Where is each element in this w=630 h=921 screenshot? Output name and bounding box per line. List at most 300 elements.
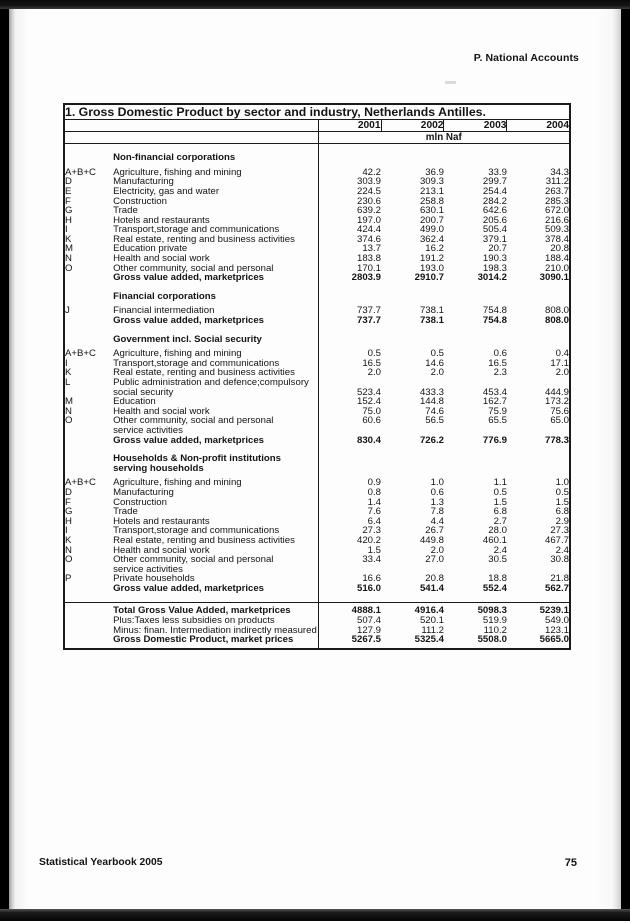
- spacer-value: [507, 144, 570, 154]
- row-value-2004: 34.3: [507, 168, 570, 178]
- row-description: Agriculture, fishing and mining: [113, 349, 318, 359]
- row-description: Education: [113, 397, 318, 407]
- row-code: [64, 626, 113, 636]
- section-total-row: [64, 316, 570, 326]
- row-description: Other community, social and personal: [113, 555, 318, 565]
- row-description: Health and social work: [113, 546, 318, 556]
- row-value-2002: 74.6: [425, 405, 444, 417]
- row-value-2003: 0.5: [493, 486, 507, 498]
- row-value-2003: 75.9: [488, 405, 507, 417]
- row-code: [64, 316, 113, 326]
- row-value-2003: 379.1: [482, 233, 507, 245]
- row-description: Households & Non-profit institutions: [113, 454, 318, 464]
- row-value-2003: 505.4: [482, 224, 507, 236]
- row-value-2001: 152.4: [356, 396, 381, 408]
- row-value-2001: 16.5: [362, 357, 381, 369]
- row-code: [64, 153, 113, 163]
- row-value-2004: [507, 335, 570, 345]
- spacer-code: [64, 593, 113, 603]
- row-value-2001: 830.4: [356, 434, 381, 446]
- row-value-2004: 2.9: [507, 517, 570, 527]
- spacer-value: [318, 326, 381, 335]
- row-code: A+B+C: [64, 349, 113, 359]
- row-value-2004: [507, 454, 570, 464]
- row-value-2004: 509.3: [507, 225, 570, 235]
- row-code: K: [64, 536, 113, 546]
- row-value-2004: 808.0: [507, 316, 570, 326]
- spacer-value: [381, 593, 444, 603]
- gdp-table-container: [63, 103, 571, 650]
- row-code: [64, 603, 113, 616]
- row-code: N: [64, 546, 113, 556]
- table-title: 1. Gross Domestic Product by sector and industry, Netherlands Antilles.: [64, 104, 570, 120]
- row-value-2002: 36.9: [425, 166, 444, 178]
- page-content: [9, 9, 621, 909]
- row-value-2004: [507, 153, 570, 163]
- row-value-2004: 188.4: [507, 254, 570, 264]
- row-value-2004: 65.0: [507, 416, 570, 426]
- row-value-2003: 65.5: [488, 415, 507, 427]
- row-value-2002: 362.4: [419, 233, 444, 245]
- row-value-2003: 642.6: [482, 205, 507, 217]
- row-value-2002: [381, 153, 444, 163]
- row-value-2001: [318, 454, 381, 464]
- row-value-2001: 16.6: [362, 573, 381, 585]
- row-description: Gross value added, marketprices: [113, 273, 318, 283]
- row-value-2003: 5508.0: [444, 635, 507, 649]
- spacer-value: [318, 445, 381, 454]
- row-value-2002: 56.5: [425, 415, 444, 427]
- row-value-2001: 1.5: [367, 544, 381, 556]
- row-value-2003: 30.5: [488, 554, 507, 566]
- data-row: [64, 368, 570, 378]
- row-value-2001: 2803.9: [351, 272, 381, 284]
- row-value-2001: [318, 335, 381, 345]
- row-value-2002: 20.8: [425, 573, 444, 585]
- row-description: Trade: [113, 507, 318, 517]
- row-value-2002: 738.1: [419, 305, 444, 317]
- row-value-2003: [444, 454, 507, 464]
- row-value-2001: [318, 153, 381, 163]
- row-value-2002: 520.1: [419, 615, 444, 627]
- row-code: [64, 635, 113, 649]
- section-gap: [64, 326, 570, 335]
- row-description: Transport,storage and communications: [113, 526, 318, 536]
- row-value-2003: 5098.3: [444, 603, 507, 616]
- row-description: Real estate, renting and business activities: [113, 235, 318, 245]
- row-value-2003: 254.4: [482, 185, 507, 197]
- row-value-2001: [318, 464, 381, 474]
- year-header-2002: 2002: [381, 120, 444, 132]
- spacer-value: [381, 144, 444, 154]
- row-value-2001: 4888.1: [318, 603, 381, 616]
- row-value-2004: 5239.1: [507, 603, 570, 616]
- row-value-2002: 2.0: [430, 544, 444, 556]
- gdp-table: [63, 103, 571, 650]
- row-value-2003: 2.7: [493, 515, 507, 527]
- row-code: K: [64, 368, 113, 378]
- row-value-2004: 2.0: [507, 368, 570, 378]
- spacer-code: [64, 283, 113, 292]
- row-value-2003: 20.7: [488, 243, 507, 255]
- row-description: social security: [113, 388, 318, 398]
- spacer-value: [507, 326, 570, 335]
- row-description: Gross value added, marketprices: [113, 316, 318, 326]
- row-value-2003: 519.9: [482, 615, 507, 627]
- row-value-2004: 444.9: [507, 388, 570, 398]
- spacer-value: [507, 283, 570, 292]
- running-head: P. National Accounts: [473, 52, 579, 64]
- row-value-2003: 284.2: [482, 195, 507, 207]
- section-total-row: [64, 436, 570, 446]
- row-value-2003: 28.0: [488, 525, 507, 537]
- row-value-2003: 299.7: [482, 176, 507, 188]
- spacer-value: [381, 445, 444, 454]
- row-description: Manufacturing: [113, 177, 318, 187]
- row-description: Agriculture, fishing and mining: [113, 168, 318, 178]
- spacer-value: [444, 283, 507, 292]
- row-value-2002: 738.1: [419, 315, 444, 327]
- row-description: Health and social work: [113, 254, 318, 264]
- row-value-2002: 309.3: [419, 176, 444, 188]
- row-value-2004: [507, 464, 570, 474]
- row-value-2002: 4.4: [430, 515, 444, 527]
- row-value-2001: [318, 292, 381, 302]
- row-value-2004: 123.1: [507, 626, 570, 636]
- row-value-2001: 420.2: [356, 534, 381, 546]
- section-heading-row: [64, 335, 570, 345]
- row-description: Health and social work: [113, 407, 318, 417]
- row-code: [64, 464, 113, 474]
- row-value-2002: 2910.7: [414, 272, 444, 284]
- row-value-2004: 562.7: [507, 584, 570, 594]
- row-code: D: [64, 488, 113, 498]
- row-description: Trade: [113, 206, 318, 216]
- row-description: Public administration and defence;compulsory: [113, 378, 318, 388]
- row-value-2002: 27.0: [425, 554, 444, 566]
- row-code: O: [64, 264, 113, 274]
- row-value-2002: 1.3: [430, 496, 444, 508]
- row-code: [64, 335, 113, 345]
- row-description: Real estate, renting and business activities: [113, 536, 318, 546]
- row-value-2001: 303.9: [356, 176, 381, 188]
- row-value-2001: 2.0: [367, 367, 381, 379]
- row-value-2003: 190.3: [482, 253, 507, 265]
- row-code: [64, 273, 113, 283]
- row-value-2004: 5665.0: [507, 635, 570, 649]
- row-value-2001: 523.4: [356, 386, 381, 398]
- row-code: P: [64, 574, 113, 584]
- row-code: J: [64, 306, 113, 316]
- row-description: Total Gross Value Added, marketprices: [113, 603, 318, 616]
- spacer-code: [64, 445, 113, 454]
- spacer-value: [507, 445, 570, 454]
- section-heading-row: [64, 292, 570, 302]
- row-value-2003: 2.3: [493, 367, 507, 379]
- spacer-desc: [113, 593, 318, 603]
- scan-top-edge: [0, 0, 630, 9]
- scan-bottom-edge: [0, 909, 630, 921]
- spacer-value: [318, 144, 381, 154]
- row-value-2004: 21.8: [507, 574, 570, 584]
- row-description: Gross value added, marketprices: [113, 436, 318, 446]
- row-description: Gross value added, marketprices: [113, 584, 318, 594]
- spacer-desc: [113, 326, 318, 335]
- section-heading-row: [64, 454, 570, 464]
- row-code: [64, 454, 113, 464]
- row-value-2001: 75.0: [362, 405, 381, 417]
- row-description: Construction: [113, 197, 318, 207]
- row-code: [64, 292, 113, 302]
- row-value-2001: 639.2: [356, 205, 381, 217]
- row-value-2001: 127.9: [356, 624, 381, 636]
- row-value-2001: 424.4: [356, 224, 381, 236]
- spacer-value: [381, 283, 444, 292]
- row-description: Electricity, gas and water: [113, 187, 318, 197]
- row-description: Financial corporations: [113, 292, 318, 302]
- row-value-2004: 672.0: [507, 206, 570, 216]
- row-description: service activities: [113, 426, 318, 436]
- row-value-2001: 33.4: [362, 554, 381, 566]
- footer-publication: Statistical Yearbook 2005: [39, 857, 163, 868]
- row-value-2004: 3090.1: [507, 273, 570, 283]
- row-value-2004: [507, 292, 570, 302]
- row-value-2003: [444, 292, 507, 302]
- row-description: Government incl. Social security: [113, 335, 318, 345]
- section-total-row: [64, 273, 570, 283]
- spacer-value: [444, 593, 507, 603]
- row-value-2003: [444, 153, 507, 163]
- section-heading-row-line2: [64, 464, 570, 474]
- summary-row: [64, 635, 570, 649]
- row-description: Other community, social and personal: [113, 264, 318, 274]
- spacer-desc: [113, 144, 318, 154]
- row-code: [64, 616, 113, 626]
- row-value-2002: 26.7: [425, 525, 444, 537]
- row-code: I: [64, 526, 113, 536]
- unit-blank-cell: [64, 132, 318, 144]
- row-value-2001: 516.0: [356, 582, 381, 594]
- summary-gap: [64, 593, 570, 603]
- row-code: [64, 584, 113, 594]
- row-value-2002: 1.0: [430, 477, 444, 489]
- row-value-2003: 0.6: [493, 348, 507, 360]
- row-value-2002: 449.8: [419, 534, 444, 546]
- row-value-2002: [381, 292, 444, 302]
- row-value-2001: 13.7: [362, 243, 381, 255]
- row-value-2003: [444, 335, 507, 345]
- row-value-2004: 1.5: [507, 498, 570, 508]
- row-code: N: [64, 407, 113, 417]
- row-value-2001: 0.5: [367, 348, 381, 360]
- row-code: N: [64, 254, 113, 264]
- year-header-row: [64, 120, 570, 132]
- row-value-2003: 552.4: [482, 582, 507, 594]
- row-value-2003: 33.9: [488, 166, 507, 178]
- table-body: [64, 144, 570, 649]
- row-value-2002: [381, 464, 444, 474]
- row-value-2003: 776.9: [482, 434, 507, 446]
- row-value-2003: 2.4: [493, 544, 507, 556]
- row-value-2004: 808.0: [507, 306, 570, 316]
- row-value-2002: 499.0: [419, 224, 444, 236]
- row-value-2004: 2.4: [507, 546, 570, 556]
- row-code: F: [64, 197, 113, 207]
- row-code: E: [64, 187, 113, 197]
- row-code: D: [64, 177, 113, 187]
- row-description: Transport,storage and communications: [113, 359, 318, 369]
- row-value-2001: 230.6: [356, 195, 381, 207]
- year-header-2003: 2003: [444, 120, 507, 132]
- row-code: G: [64, 206, 113, 216]
- row-value-2001: 0.8: [367, 486, 381, 498]
- row-value-2002: 191.2: [419, 253, 444, 265]
- row-code: K: [64, 235, 113, 245]
- row-value-2001: 170.1: [356, 262, 381, 274]
- row-value-2002: 0.6: [430, 486, 444, 498]
- row-code: A+B+C: [64, 478, 113, 488]
- row-description: Gross Domestic Product, market prices: [113, 635, 318, 649]
- row-value-2003: 198.3: [482, 262, 507, 274]
- row-value-2002: 541.4: [419, 582, 444, 594]
- row-value-2004: 1.0: [507, 478, 570, 488]
- row-description: Manufacturing: [113, 488, 318, 498]
- row-value-2002: 0.5: [430, 348, 444, 360]
- row-description: Hotels and restaurants: [113, 216, 318, 226]
- row-code: F: [64, 498, 113, 508]
- footer-page-number: 75: [564, 857, 577, 869]
- row-value-2001: 42.2: [362, 166, 381, 178]
- row-value-2001: 224.5: [356, 185, 381, 197]
- row-value-2003: [444, 464, 507, 474]
- row-value-2001: 6.4: [367, 515, 381, 527]
- row-value-2002: 200.7: [419, 214, 444, 226]
- row-value-2004: 263.7: [507, 187, 570, 197]
- row-code: H: [64, 517, 113, 527]
- row-description: Real estate, renting and business activities: [113, 368, 318, 378]
- row-value-2004: 17.1: [507, 359, 570, 369]
- row-value-2003: 1.5: [493, 496, 507, 508]
- year-header-2001: 2001: [318, 120, 381, 132]
- row-value-2002: 258.8: [419, 195, 444, 207]
- row-description: Agriculture, fishing and mining: [113, 478, 318, 488]
- row-value-2002: [381, 454, 444, 464]
- row-value-2002: [381, 335, 444, 345]
- row-description: Transport,storage and communications: [113, 225, 318, 235]
- section-gap: [64, 144, 570, 154]
- row-value-2003: 460.1: [482, 534, 507, 546]
- row-value-2002: 630.1: [419, 205, 444, 217]
- section-total-row: [64, 584, 570, 594]
- row-value-2004: 27.3: [507, 526, 570, 536]
- row-code: I: [64, 225, 113, 235]
- row-code: G: [64, 507, 113, 517]
- row-value-2001: 7.6: [367, 506, 381, 518]
- row-value-2001: 60.6: [362, 415, 381, 427]
- row-value-2004: 6.8: [507, 507, 570, 517]
- row-value-2004: 0.4: [507, 349, 570, 359]
- row-value-2003: 6.8: [493, 506, 507, 518]
- row-code: H: [64, 216, 113, 226]
- spacer-value: [318, 283, 381, 292]
- row-value-2002: 726.2: [419, 434, 444, 446]
- section-heading-row: [64, 153, 570, 163]
- row-description: Financial intermediation: [113, 306, 318, 316]
- year-header-2004: 2004: [507, 120, 570, 132]
- data-row: [64, 416, 570, 426]
- unit-row: [64, 132, 570, 144]
- row-value-2004: 778.3: [507, 436, 570, 446]
- row-code: [64, 565, 113, 575]
- row-value-2001: 5267.5: [318, 635, 381, 649]
- section-gap: [64, 445, 570, 454]
- row-description: service activities: [113, 565, 318, 575]
- row-code: O: [64, 555, 113, 565]
- row-value-2004: 75.6: [507, 407, 570, 417]
- row-value-2001: 0.9: [367, 477, 381, 489]
- spacer-value: [381, 326, 444, 335]
- spacer-value: [507, 593, 570, 603]
- unit-label: mln Naf: [318, 132, 570, 144]
- row-value-2001: 197.0: [356, 214, 381, 226]
- row-value-2003: 18.8: [488, 573, 507, 585]
- row-value-2001: 507.4: [356, 615, 381, 627]
- row-description: serving households: [113, 464, 318, 474]
- row-code: O: [64, 416, 113, 426]
- row-value-2002: 193.0: [419, 262, 444, 274]
- row-value-2002: 4916.4: [381, 603, 444, 616]
- row-value-2001: 1.4: [367, 496, 381, 508]
- row-description: Plus:Taxes less subsidies on products: [113, 616, 318, 626]
- row-value-2003: 205.6: [482, 214, 507, 226]
- row-description: Other community, social and personal: [113, 416, 318, 426]
- row-value-2002: 7.8: [430, 506, 444, 518]
- row-description: Minus: finan. Intermediation indirectly measured: [113, 625, 317, 636]
- row-value-2001: 374.6: [356, 233, 381, 245]
- row-value-2002: 14.6: [425, 357, 444, 369]
- row-value-2003: 754.8: [482, 305, 507, 317]
- row-value-2003: 453.4: [482, 386, 507, 398]
- row-code: A+B+C: [64, 168, 113, 178]
- row-value-2004: 30.8: [507, 555, 570, 565]
- row-code: M: [64, 244, 113, 254]
- row-value-2001: 737.7: [356, 315, 381, 327]
- row-value-2004: 210.0: [507, 264, 570, 274]
- row-value-2003: 162.7: [482, 396, 507, 408]
- row-value-2002: 5325.4: [381, 635, 444, 649]
- scan-speck: [445, 81, 456, 84]
- row-value-2002: 433.3: [419, 386, 444, 398]
- row-description: Education private: [113, 244, 318, 254]
- spacer-value: [444, 445, 507, 454]
- row-value-2002: 16.2: [425, 243, 444, 255]
- row-value-2002: 144.8: [419, 396, 444, 408]
- row-description: Hotels and restaurants: [113, 517, 318, 527]
- row-value-2004: 285.3: [507, 197, 570, 207]
- row-value-2001: 737.7: [356, 305, 381, 317]
- header-blank-cell: [64, 120, 318, 132]
- row-value-2004: 311.2: [507, 177, 570, 187]
- spacer-desc: [113, 283, 318, 292]
- row-value-2004: 378.4: [507, 235, 570, 245]
- data-row: [64, 555, 570, 565]
- spacer-value: [444, 326, 507, 335]
- row-value-2001: 183.8: [356, 253, 381, 265]
- row-code: M: [64, 397, 113, 407]
- row-value-2004: 467.7: [507, 536, 570, 546]
- row-value-2003: 110.2: [483, 624, 507, 636]
- row-value-2003: 1.1: [493, 477, 507, 489]
